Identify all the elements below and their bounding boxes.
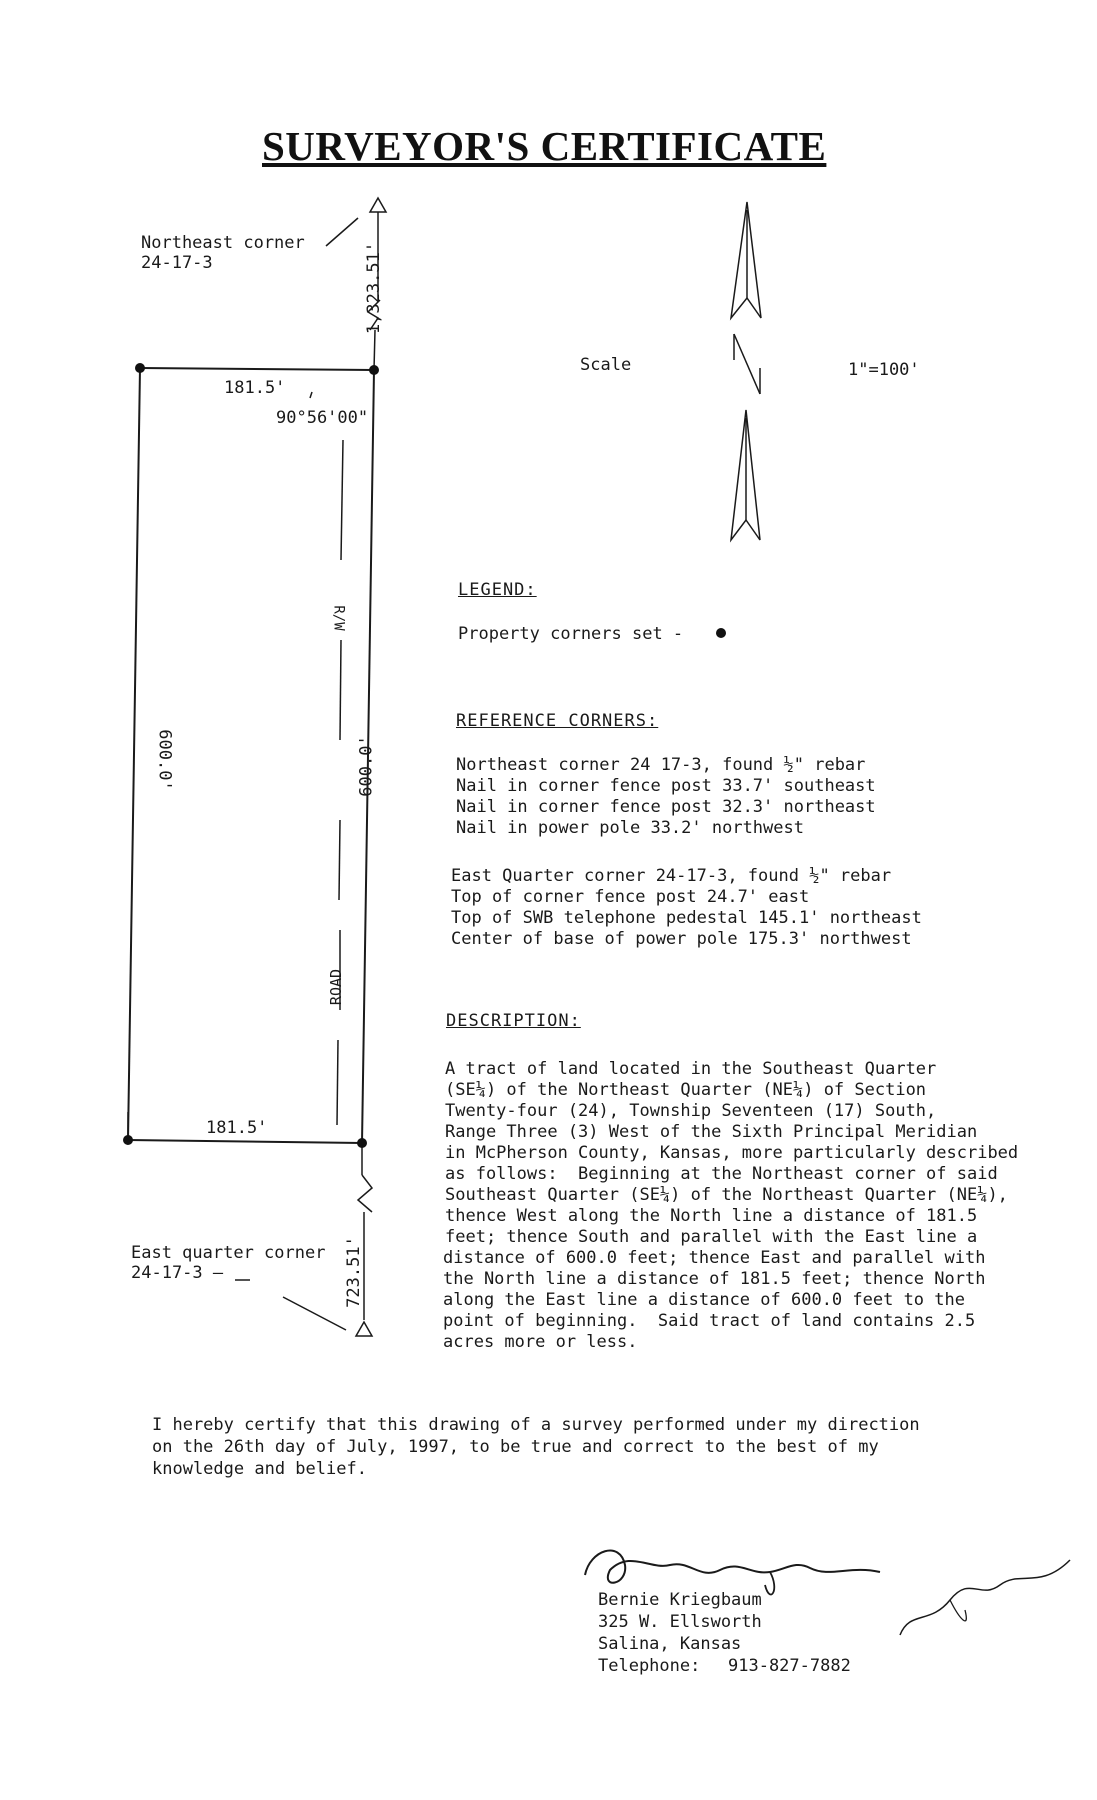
surveyor-city: Salina, Kansas: [598, 1634, 742, 1654]
description-line: Southeast Quarter (SE¼) of the Northeast Quarter (NE¼),: [445, 1185, 1008, 1205]
reference-line: Nail in corner fence post 33.7' southeast: [456, 776, 876, 796]
reference-line: Center of base of power pole 175.3' northwest: [451, 929, 912, 949]
reference-line: Northeast corner 24 17-3, found ½" rebar: [456, 755, 866, 775]
reference-line: Nail in power pole 33.2' northwest: [456, 818, 804, 838]
east-quarter-triangle: [356, 1322, 372, 1336]
description-line: along the East line a distance of 600.0 feet to the: [443, 1290, 965, 1310]
right-of-way-label: R/W: [330, 605, 347, 631]
reference-corners-heading: REFERENCE CORNERS:: [456, 711, 659, 731]
description-line: (SE¼) of the Northeast Quarter (NE¼) of Section: [445, 1080, 927, 1100]
ne-corner-label-line1: Northeast corner: [141, 233, 305, 253]
description-heading: DESCRIPTION:: [446, 1011, 581, 1031]
east-quarter-label-line2: 24-17-3 —: [131, 1263, 224, 1283]
description-line: Twenty-four (24), Township Seventeen (17) South,: [445, 1101, 937, 1121]
description-line: acres more or less.: [443, 1332, 638, 1352]
surveyor-phone-label: Telephone:: [598, 1656, 701, 1676]
east-quarter-distance: 723.51': [343, 1236, 364, 1308]
legend-heading: LEGEND:: [458, 580, 537, 600]
east-quarter-label-line1: East quarter corner: [131, 1243, 326, 1263]
description-line: A tract of land located in the Southeast Quarter: [445, 1059, 937, 1079]
west-side-label: 600.0': [154, 729, 175, 791]
property-corner-dot: [135, 363, 145, 373]
south-boundary-line: [128, 1140, 362, 1143]
description-line: Range Three (3) West of the Sixth Principal Meridian: [445, 1122, 978, 1142]
reference-line: Nail in corner fence post 32.3' northeast: [456, 797, 876, 817]
certification-line: knowledge and belief.: [152, 1459, 367, 1479]
surveyor-address: 325 W. Ellsworth: [598, 1612, 762, 1632]
secondary-signature: [890, 1540, 1080, 1650]
reference-line: East Quarter corner 24-17-3, found ½" rebar: [451, 866, 892, 886]
east-side-label: 600.0': [356, 735, 377, 797]
document-title: SURVEYOR'S CERTIFICATE: [262, 123, 827, 169]
property-corner-dot: [357, 1138, 367, 1148]
legend-dot-icon: [716, 628, 726, 638]
north-arrow-icon: [731, 202, 761, 540]
surveyor-name: Bernie Kriegbaum: [598, 1590, 762, 1610]
legend-item: Property corners set -: [458, 624, 684, 644]
eq-leader-line: [283, 1297, 346, 1330]
angle-label: 90°56'00": [276, 408, 369, 428]
description-line: in McPherson County, Kansas, more particularly described: [445, 1143, 1019, 1163]
ne-corner-label-line2: 24-17-3: [141, 253, 213, 273]
road-label: ROAD: [327, 968, 346, 1006]
north-boundary-line: [140, 368, 374, 370]
description-line: distance of 600.0 feet; thence East and parallel with: [443, 1248, 986, 1268]
property-corner-dot: [369, 365, 379, 375]
description-line: thence West along the North line a distance of 181.5: [445, 1206, 978, 1226]
ne-leader-line: [326, 218, 358, 246]
scale-value: 1"=100': [848, 360, 920, 380]
reference-line: Top of SWB telephone pedestal 145.1' northeast: [451, 908, 922, 928]
west-boundary-line: [128, 368, 140, 1140]
description-line: as follows: Beginning at the Northeast corner of said: [445, 1164, 998, 1184]
scale-label: Scale: [580, 355, 632, 375]
bottom-width-label: 181.5': [206, 1118, 268, 1138]
ne-corner-triangle: [370, 198, 386, 212]
certification-line: I hereby certify that this drawing of a survey performed under my direction: [152, 1415, 920, 1435]
certification-line: on the 26th day of July, 1997, to be true and correct to the best of my: [152, 1437, 879, 1457]
description-line: feet; thence South and parallel with the East line a: [445, 1227, 978, 1247]
top-width-label: 181.5': [224, 378, 286, 398]
property-corner-dot: [123, 1135, 133, 1145]
description-line: point of beginning. Said tract of land contains 2.5: [443, 1311, 976, 1331]
ne-corner-distance: 1,323.51': [364, 241, 385, 335]
reference-line: Top of corner fence post 24.7' east: [451, 887, 810, 907]
surveyor-phone: 913-827-7882: [728, 1656, 851, 1676]
description-line: the North line a distance of 181.5 feet; thence North: [443, 1269, 986, 1289]
